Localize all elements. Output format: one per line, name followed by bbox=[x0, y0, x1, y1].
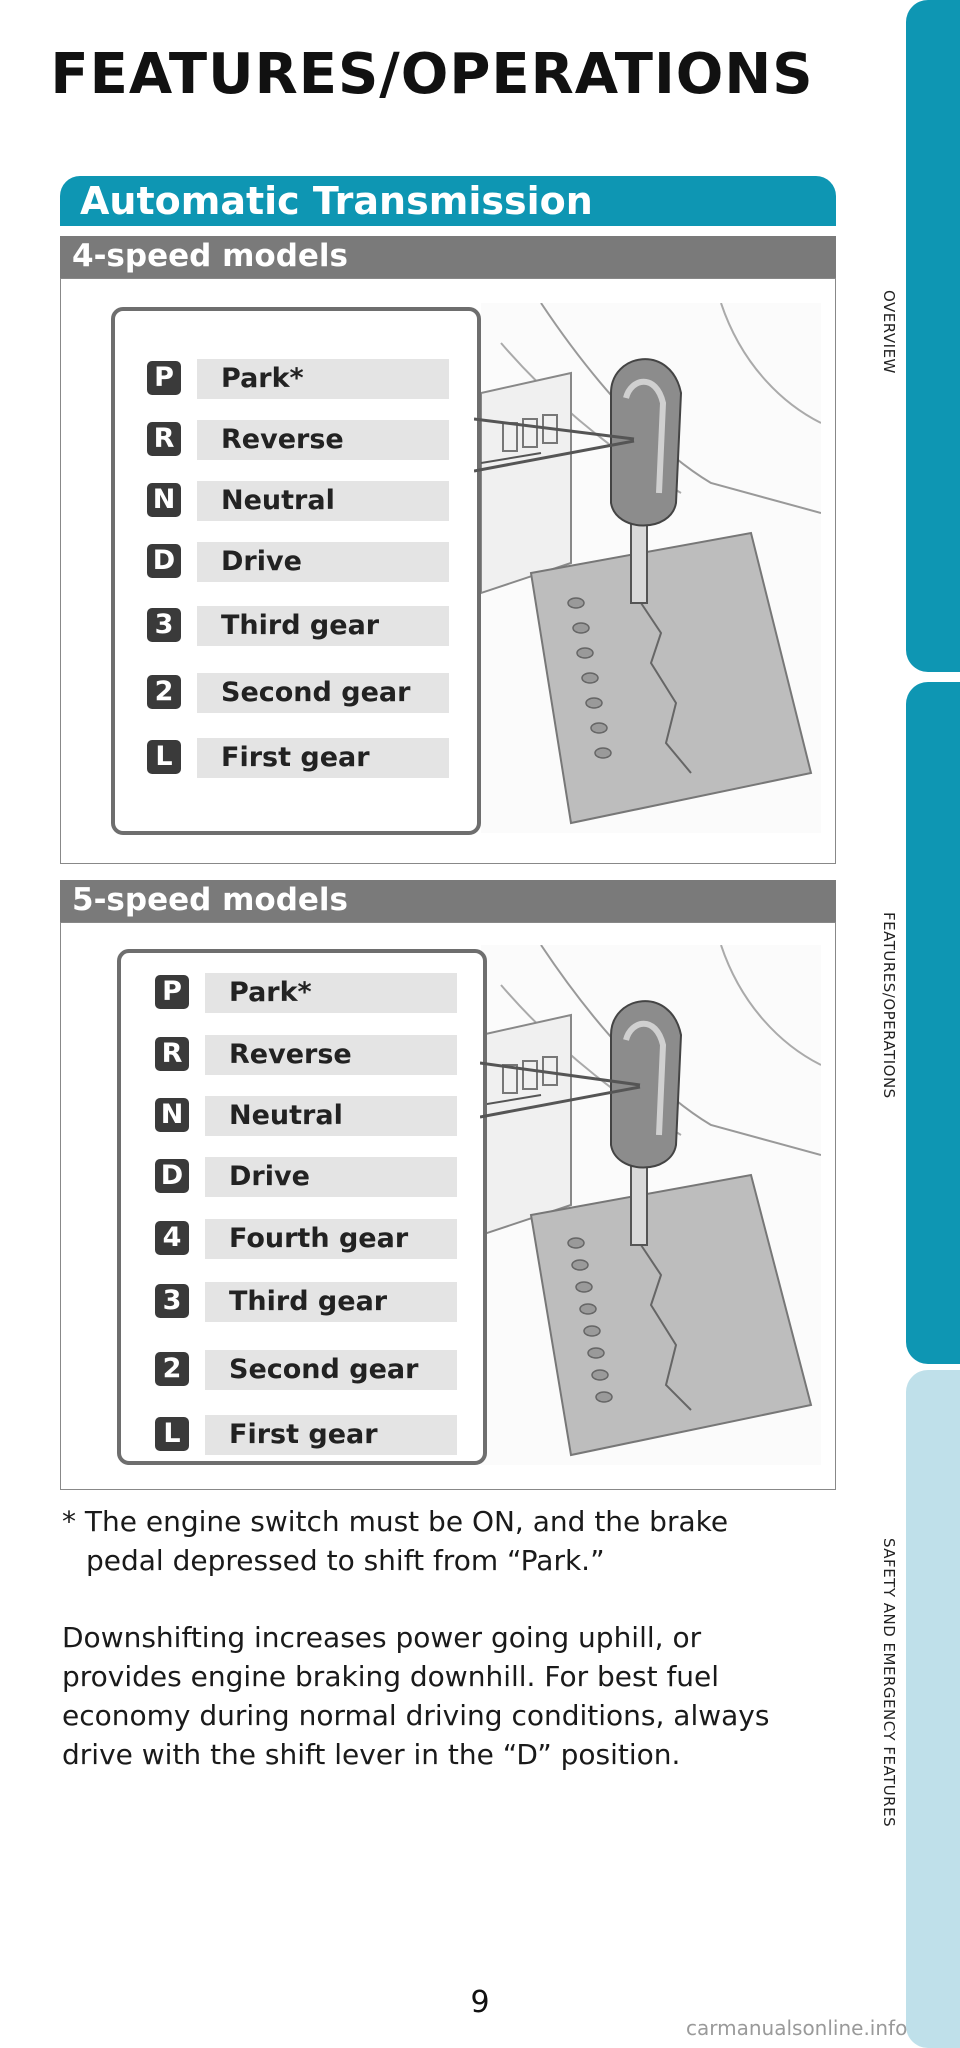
page-title: FEATURES/OPERATIONS bbox=[50, 42, 814, 107]
gear-badge-2: 2 bbox=[147, 675, 181, 709]
gear-badge-2: 2 bbox=[155, 1352, 189, 1386]
gear-badge-l: L bbox=[147, 740, 181, 774]
side-tab-overview[interactable] bbox=[906, 0, 960, 672]
footnote bbox=[62, 1502, 822, 1580]
shift-lever-illustration bbox=[481, 303, 821, 833]
section-header bbox=[60, 176, 836, 226]
side-tab-features-operations[interactable] bbox=[906, 682, 960, 1364]
gear-label-park: Park* bbox=[197, 359, 449, 399]
gear-badge-r: R bbox=[155, 1037, 189, 1071]
section-title: Automatic Transmission bbox=[80, 179, 593, 223]
gear-badge-4: 4 bbox=[155, 1221, 189, 1255]
gear-badge-l: L bbox=[155, 1417, 189, 1451]
panel-5-speed bbox=[60, 922, 836, 1490]
body-line-2: provides engine braking downhill. For best fuel bbox=[62, 1660, 720, 1693]
gear-label-second: Second gear bbox=[205, 1350, 457, 1390]
footnote-line-1: * The engine switch must be ON, and the brake bbox=[62, 1505, 729, 1538]
subheader-4-speed bbox=[60, 236, 836, 278]
side-label-overview: OVERVIEW bbox=[880, 290, 898, 374]
watermark: carmanualsonline.info bbox=[686, 2016, 908, 2040]
subheader-5-speed-title: 5-speed models bbox=[72, 882, 349, 918]
body-line-3: economy during normal driving conditions, always bbox=[62, 1699, 770, 1732]
gear-label-reverse: Reverse bbox=[197, 420, 449, 460]
side-label-features-operations: FEATURES/OPERATIONS bbox=[880, 912, 898, 1099]
subheader-4-speed-title: 4-speed models bbox=[72, 238, 349, 274]
side-tab-safety[interactable] bbox=[906, 1370, 960, 2048]
gear-badge-p: P bbox=[147, 361, 181, 395]
page-number: 9 bbox=[470, 1985, 490, 2020]
side-label-safety: SAFETY AND EMERGENCY FEATURES bbox=[880, 1538, 898, 1828]
gear-label-reverse: Reverse bbox=[205, 1035, 457, 1075]
gear-label-third: Third gear bbox=[197, 606, 449, 646]
gear-label-neutral: Neutral bbox=[197, 481, 449, 521]
gear-badge-p: P bbox=[155, 975, 189, 1009]
gear-badge-3: 3 bbox=[147, 608, 181, 642]
subheader-5-speed bbox=[60, 880, 836, 922]
gear-label-neutral: Neutral bbox=[205, 1096, 457, 1136]
footnote-line-2: pedal depressed to shift from “Park.” bbox=[86, 1544, 605, 1577]
gear-label-third: Third gear bbox=[205, 1282, 457, 1322]
body-paragraph bbox=[62, 1618, 822, 1774]
panel-4-speed bbox=[60, 278, 836, 864]
body-line-1: Downshifting increases power going uphill, or bbox=[62, 1621, 702, 1654]
gear-label-drive: Drive bbox=[205, 1157, 457, 1197]
gear-badge-n: N bbox=[155, 1098, 189, 1132]
body-line-4: drive with the shift lever in the “D” position. bbox=[62, 1738, 681, 1771]
gear-label-drive: Drive bbox=[197, 542, 449, 582]
gear-badge-r: R bbox=[147, 422, 181, 456]
shift-lever-illustration bbox=[481, 945, 821, 1465]
gear-label-first: First gear bbox=[197, 738, 449, 778]
gear-badge-3: 3 bbox=[155, 1284, 189, 1318]
callout-lines bbox=[474, 409, 644, 479]
gear-label-fourth: Fourth gear bbox=[205, 1219, 457, 1259]
gear-label-park: Park* bbox=[205, 973, 457, 1013]
gear-badge-d: D bbox=[155, 1159, 189, 1193]
gear-badge-n: N bbox=[147, 483, 181, 517]
gear-label-second: Second gear bbox=[197, 673, 449, 713]
gear-badge-d: D bbox=[147, 544, 181, 578]
gear-label-first: First gear bbox=[205, 1415, 457, 1455]
callout-lines bbox=[480, 1057, 650, 1127]
